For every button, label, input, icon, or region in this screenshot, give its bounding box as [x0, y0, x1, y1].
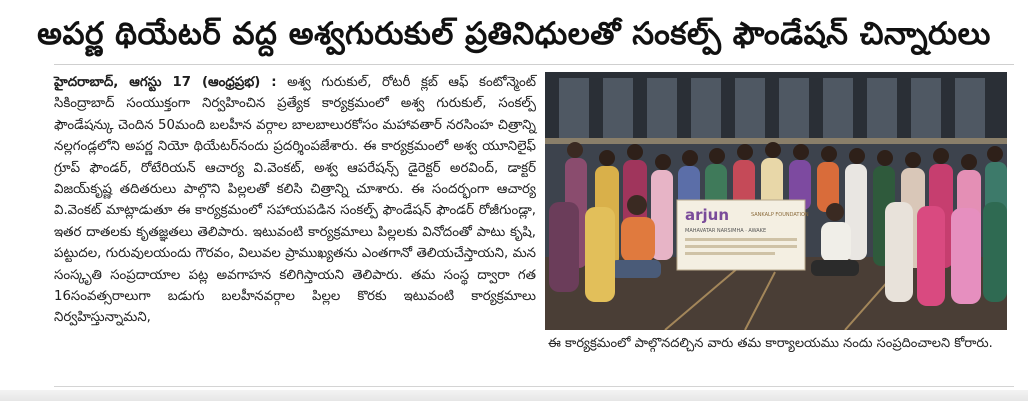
headline: అపర్ణ థియేటర్ వద్ద అశ్వగురుకుల్ ప్రతినిధులతో సంకల్ప్ ఫౌండేషన్ చిన్నారులు	[37, 16, 991, 52]
article-dateline: హైదరాబాద్, ఆగస్టు 17 (ఆంధ్రప్రభ) :	[54, 75, 277, 90]
banner-right: SANKALP FOUNDATION	[751, 212, 809, 218]
banner-brand: arjun	[685, 206, 730, 224]
bottom-divider	[54, 386, 1014, 387]
article-body	[54, 72, 536, 329]
page-bottom-strip	[0, 390, 1028, 401]
photo-caption: ఈ కార్యక్రమంలో పాల్గొనదల్చిన వారు తమ కార్యాలయము నందు సంప్రదించాలని కోరారు.	[548, 336, 993, 351]
group-photo-illustration	[545, 72, 1007, 330]
article-text: అశ్వ గురుకుల్, రోటరీ క్లబ్ ఆఫ్ కంటోన్మెంట్ సికింద్రాబాద్ సంయుక్తంగా నిర్వహించిన ప్రత్యేక కార్యక్రమంలో అశ్వ గురుకుల్, సంకల్ప్ ఫౌండేషన్కు చెందిన 50మంది బలహీన వర్గాల బాలబాలురకోసం మహావతార్ నరసింహ చిత్రాన్ని నల్లగండ్లలోని అపర్ణ నియో థియేటర్‌నందు ప్రదర్శింపజేశారు. ఈ కార్యక్రమంలో అశ్వ యూనిలైఫ్ గ్రూప్ ఫౌండర్, రోటేరియన్ ఆచార్య వి.వెంకట్, అశ్వ ఆపరేషన్స్ డైరెక్టర్ అరవింద్, డాక్టర్ విజయ్‌కృష్ణ తదితరులు పాల్గొని పిల్లలతో కలిసి చిత్రాన్ని చూశారు. ఈ సందర్భంగా ఆచార్య వి.వెంకట్ మాట్లాడుతూ ఈ కార్యక్రమంలో సహాయపడిన సంకల్ప్ ఫౌండేషన్ ఫౌండర్ రోజీగుండ్లా, ఇతర దాతలకు కృతజ్ఞతలు తెలిపారు. ఇటువంటి కార్యక్రమాలు పిల్లలకు వినోదంతో పాటు కృషి, పట్టుదల, గురువులయందు గౌరవం, విలువల ప్రాముఖ్యతను ఎంతగానో తెలియచేస్తాయని, మన సంస్కృతి సంప్రదాయాల పట్ల అవగాహన కలిగిస్తాయని తెలిపారు. తమ సంస్థ ద్వారా గత 16సంవత్సరాలుగా బడుగు బలహీనవర్గాల పిల్లల కొరకు ఇటువంటి కార్యక్రమాలు నిర్వహిస్తున్నామని,	[54, 75, 537, 326]
banner	[677, 200, 809, 270]
headline-divider	[54, 64, 1014, 65]
group-photo	[545, 72, 1007, 330]
banner-sub: MAHAVATAR NARSIMHA · AWAKE	[685, 228, 767, 234]
